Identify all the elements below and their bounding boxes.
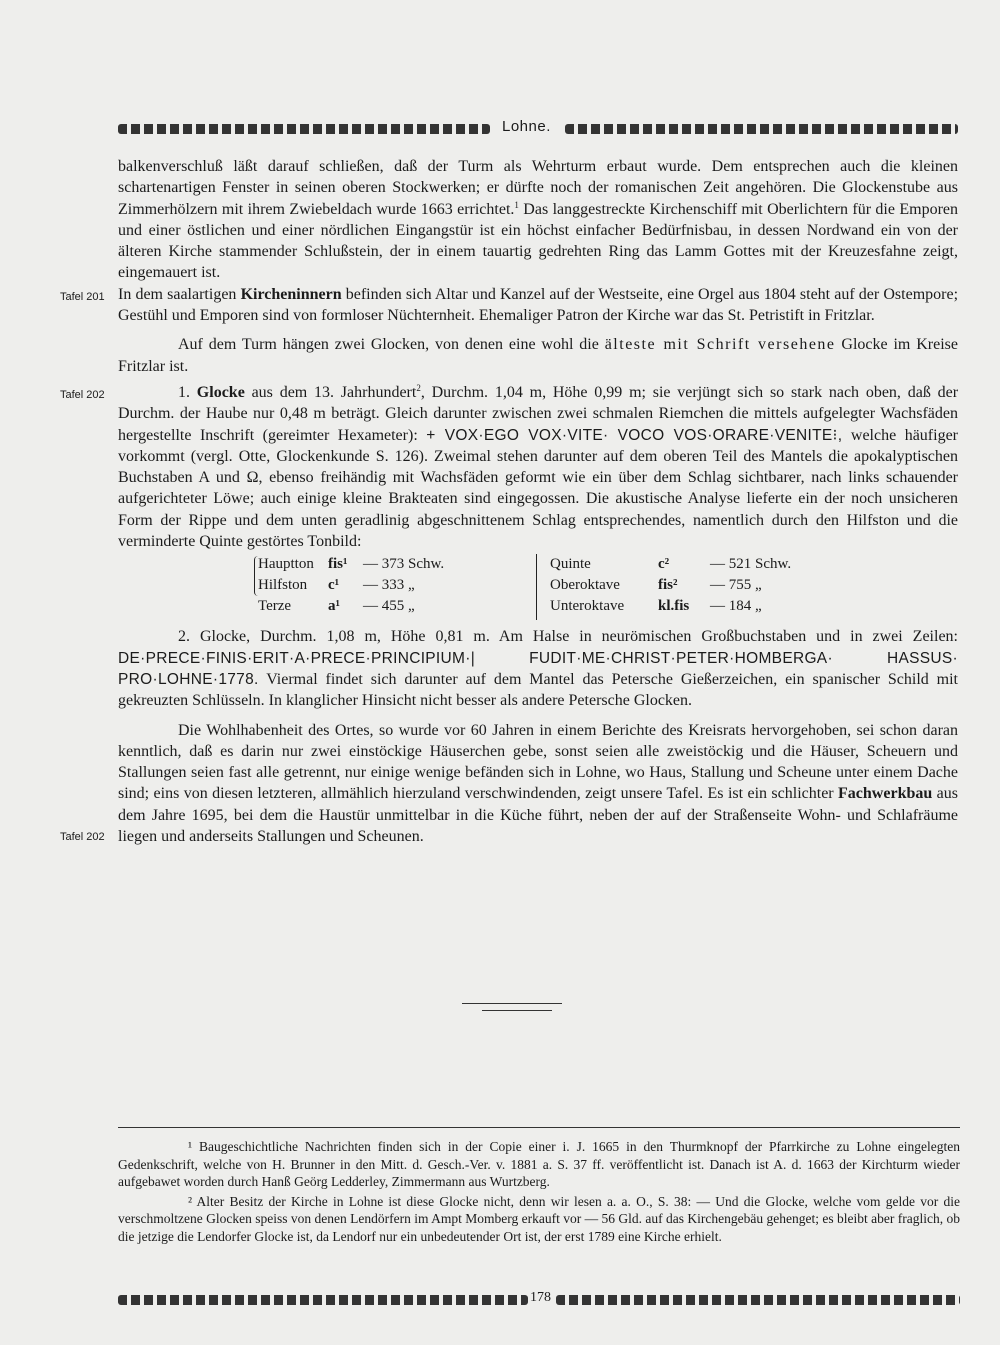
footnote-2: ² Alter Besitz der Kirche in Lohne ist diese Glocke nicht, denn wir lesen a. a. O., S. 38: — Und die Glocke, welche vom gelde vor die verschmoltzene Glocken speiss von denen Lendörfern im Ampt Momberg erkauft vor — 56 Gld. auf das Kirchengebäu gehenget; es bleibt aber fraglich, ob die jetzige die Lendorfer Glocke ist, da Lendorf nur ein unbedeutender Ort ist, der erst 1789 eine Kirche erhielt. bbox=[118, 1193, 960, 1244]
footnote-ref-2: 2 bbox=[416, 382, 421, 393]
tone-row: Oberoktave fis² — 755 „ bbox=[550, 577, 762, 594]
body-text bbox=[60, 156, 959, 847]
margin-note-tafel-202-b: Tafel 202 bbox=[60, 830, 105, 843]
footnote-rule bbox=[118, 1127, 960, 1128]
page-header bbox=[118, 118, 960, 140]
margin-note-tafel-202: Tafel 202 bbox=[60, 388, 105, 401]
paragraph-bell-1: Tafel 202 1. Glocke aus dem 13. Jahrhundert$^2$, Durchm. 1,04 m, Höhe 0,99 m; sie verjüngt sich so stark nach oben, daß der Durchm. der Haube nur 0,48 m beträgt. Gleich darunter zwischen zwei schmalen Riemchen die mittels aufgelegter Wachsfäden hergestellte Inschrift (gereimter Hexameter): + VOX·EGO VOX·VITE· VOCO VOS·ORARE·VENITE⁝, welche häufiger vorkommt (vergl. Otte, Glockenkunde S. 126). Zweimal stehen darunter auf dem oberen Teil des Mantels die apokalyptischen Buchstaben A und Ω, ebenso freihändig mit Wachsfäden geformt wie ein über dem Schlag sichtbarer, nach links schauender aufgerichteter Löwe; auch einige kleine Brakteaten sind eingegossen. Die akustische Analyse lieferte ein der noch unsicheren Form der Rippe und dem unten geradlinig abgeschnittenem Schlag entsprechendes, namentlich durch den Hilfston und die verminderte Quinte gestörtes Tonbild: bbox=[60, 382, 959, 551]
paragraph-village: Tafel 202 Die Wohlhabenheit des Ortes, so wurde vor 60 Jahren in einem Berichte des Kreisrats hervorgehoben, sei schon daran kenntlich, daß es darin nur zwei einstöckige Häuserchen gebe, sonst seien alle zweistöckig und die Häuser, Scheuern und Stallungen seien fast alle getrennt, nur einige wenige befänden sich in Lohne, wo Haus, Stallung und Scheune unter einem Dache sind; eins von diesen letzteren, allmählich hierzuland verschwindenden, zeigt unsere Tafel. Es ist ein schlichter Fachwerkbau aus dem Jahre 1695, bei dem die Haustür unmittelbar in die Küche führt, neben der auf der Straßenseite Wohn- und Schlafräume liegen und anderseits Stallungen und Scheunen. bbox=[118, 720, 958, 848]
keyword-fachwerkbau: Fachwerkbau bbox=[838, 785, 933, 803]
tone-row: Terze a¹ — 455 „ bbox=[258, 598, 415, 615]
tone-column-left bbox=[258, 554, 538, 617]
section-divider-bottom bbox=[482, 1010, 552, 1011]
keyword-glocke: Glocke bbox=[196, 383, 245, 401]
table-divider-line bbox=[536, 554, 537, 620]
tone-row: Hauptton fis¹ — 373 Schw. bbox=[258, 556, 445, 573]
tone-column-right bbox=[550, 554, 850, 617]
paragraph-bells-intro: Auf dem Turm hängen zwei Glocken, von denen eine wohl die älteste mit Schrift versehene Glocke im Kreise Fritzlar ist. bbox=[118, 336, 958, 375]
ornament-border-left bbox=[118, 1295, 528, 1305]
paragraph-bell-2: 2. Glocke, Durchm. 1,08 m, Höhe 0,81 m. Am Halse in neurömischen Großbuchstaben und in zwei Zeilen: DE·PRECE·FINIS·ERIT·A·PRECE·PRINCIPIUM·| FUDIT·ME·CHRIST·PETER·HOMBERGA· HASSUS· PRO·LOHNE·1778. Viermal findet sich darunter auf dem Mantel das Petersche Gießerzeichen, ein spanischer Schild mit gekreuzten Schlüsseln. In klanglicher Hinsicht nicht besser als andere Petersche Glocken. bbox=[118, 628, 958, 710]
paragraph-tower: balkenverschluß läßt darauf schließen, daß der Turm als Wehrturm erbaut wurde. Dem entsprechen auch die kleinen schartenartigen Fenster in seinen oberen Stockwerken; er dürfte noch der romanischen Zeit angehören. Die Glockenstube aus Zimmerhölzern mit ihrem Zwiebeldach wurde 1663 errichtet.$^1$ Das langgestreckte Kirchenschiff mit Oberlichtern für die Emporen und einer östlichen und einer nördlichen Eingangstür ist ein höchst einfacher Bedürfnisbau, in dessen Nordwand ein von der älteren Kirche stammender Schlußstein, der in einem tauartig gedrehten Ring das Lamm Gottes mit der Kreuzesfahne zeigt, eingemauert ist. bbox=[118, 158, 958, 282]
running-title: Lohne. bbox=[502, 118, 551, 135]
tone-row: Unteroktave kl.fis — 184 „ bbox=[550, 598, 762, 615]
ornament-border-right bbox=[565, 124, 958, 134]
margin-note-tafel-201: Tafel 201 bbox=[60, 290, 105, 303]
footnotes bbox=[118, 1138, 960, 1247]
ornament-border-right bbox=[556, 1295, 960, 1305]
footnote-1: ¹ Baugeschichtliche Nachrichten finden sich in der Copie einer i. J. 1665 in den Thurmknopf der Pfarrkirche zu Lohne eingelegten Gedenkschrift, welche von H. Brunner in den Mitt. d. Gesch.-Ver. v. 1881 a. S. 37 ff. veröffentlicht ist. Danach ist A. d. 1663 der Kirchturm wieder aufgebawet worden durch Hanß Geörg Ledderley, Zimmermann aus Wurtzberg. bbox=[118, 1139, 960, 1189]
page-number: 178 bbox=[530, 1290, 551, 1305]
tone-analysis-table bbox=[118, 554, 958, 622]
inscription-bell-1: + VOX·EGO VOX·VITE· VOCO VOS·ORARE·VENITE⁝, bbox=[426, 426, 843, 444]
footnote-ref-1: 1 bbox=[514, 199, 519, 210]
tone-row: Hilfston c¹ — 333 „ bbox=[258, 577, 415, 594]
section-divider-top bbox=[462, 1003, 562, 1004]
tone-row: Quinte c² — 521 Schw. bbox=[550, 556, 792, 573]
paragraph-interior: Tafel 201 In dem saalartigen Kircheninnern befinden sich Altar und Kanzel auf der Westseite, eine Orgel aus 1804 steht auf der Ostempore; Gestühl und Emporen sind von formloser Nüchternheit. Ehemaliger Patron der Kirche war das St. Petristift in Fritzlar. bbox=[60, 285, 959, 325]
page-footer bbox=[118, 1290, 960, 1310]
ornament-border-left bbox=[118, 124, 490, 134]
inscription-bell-2: DE·PRECE·FINIS·ERIT·A·PRECE·PRINCIPIUM·| FUDIT·ME·CHRIST·PETER·HOMBERGA· HASSUS· PRO·LOHNE·1778. bbox=[118, 649, 958, 688]
keyword-kircheninnern: Kircheninnern bbox=[240, 285, 342, 303]
